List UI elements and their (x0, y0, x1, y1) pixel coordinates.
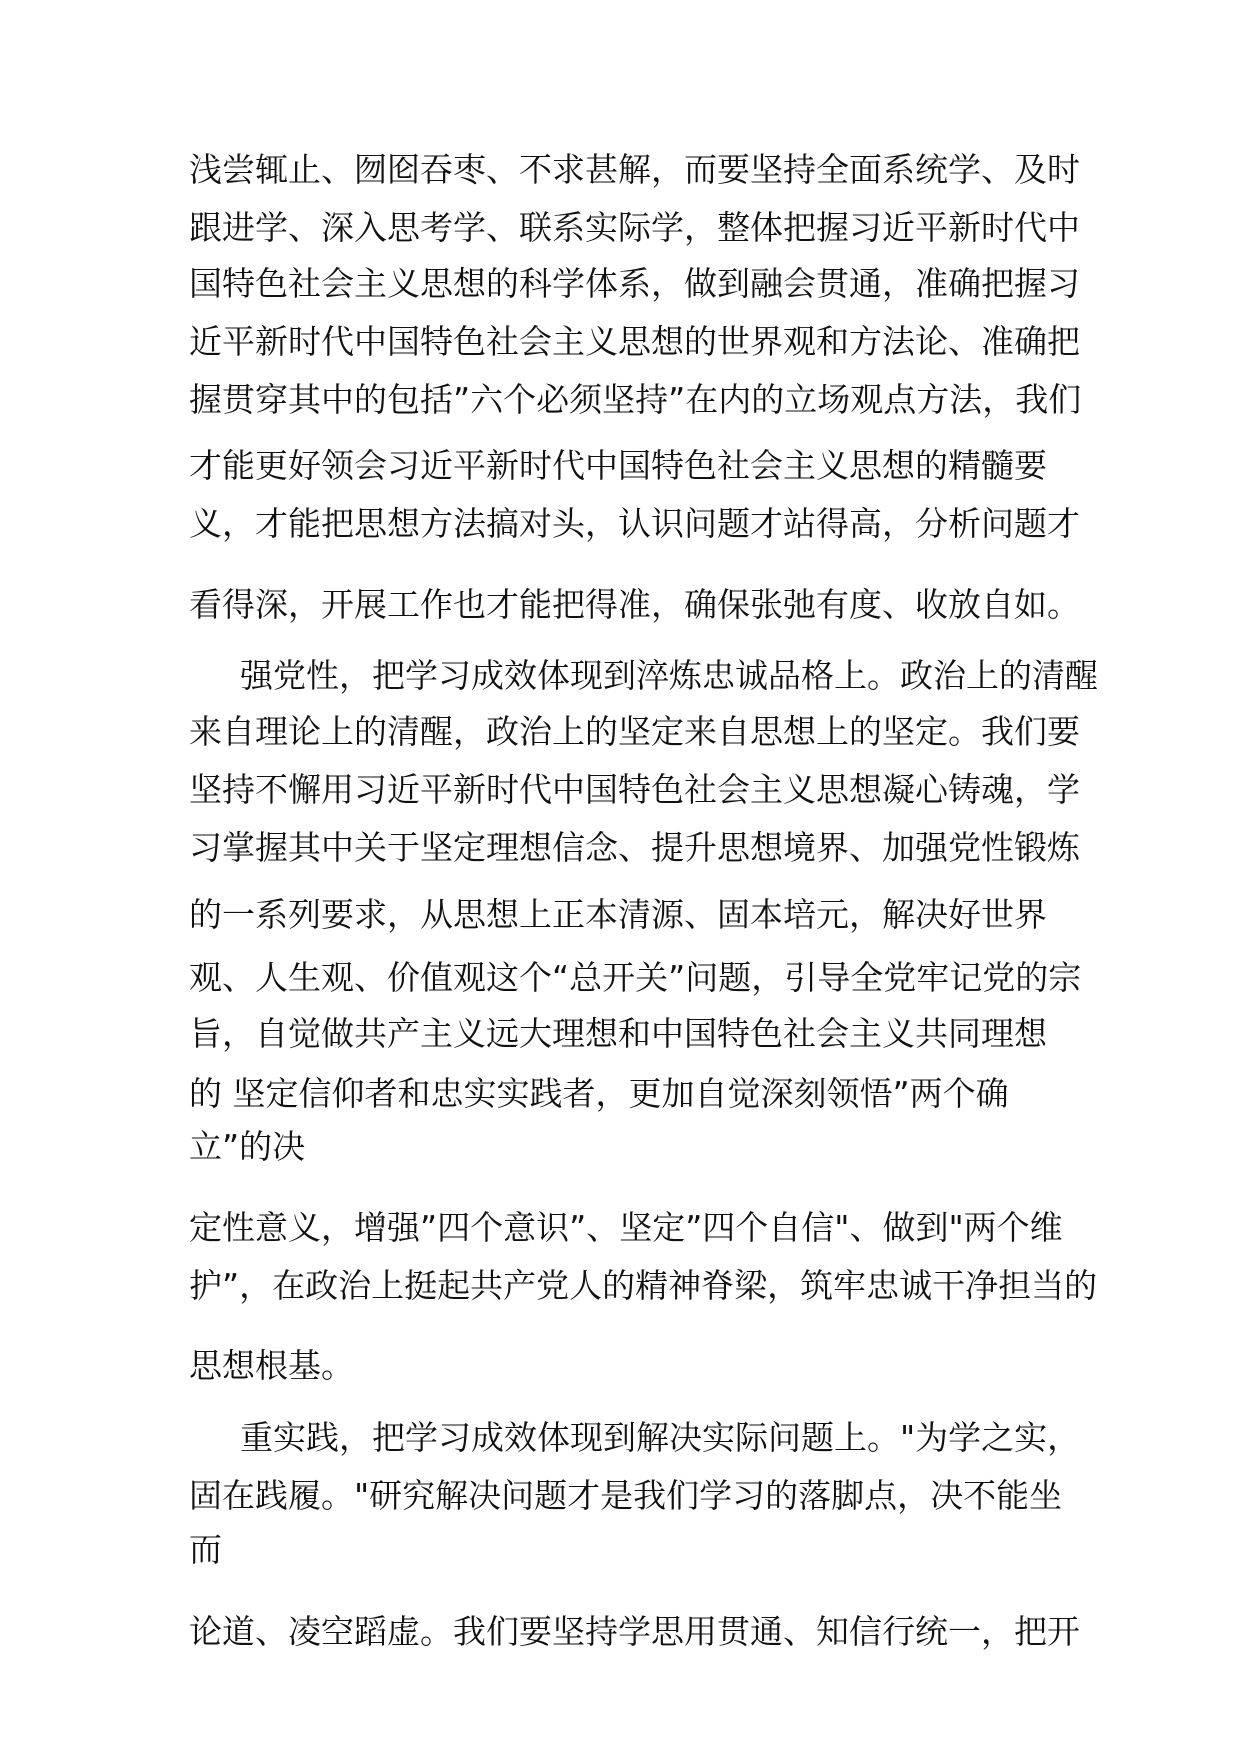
text-line: 的一系列要求，从思想上正本清源、固本培元，解决好世界 (189, 895, 1047, 934)
text-line: 观、人生观、价值观这个“总开关”问题，引导全党牢记党的宗 (189, 958, 1082, 997)
text-line: 义，才能把思想方法搞对头，认识问题才站得高，分析问题才 (189, 504, 1080, 543)
text-line: 习掌握其中关于坚定理想信念、提升思想境界、加强党性锻炼 (189, 828, 1080, 867)
text-line: 立”的决 (189, 1127, 306, 1166)
paragraph-first-line: 重实践，把学习成效体现到解决实际问题上。"为学之实， (240, 1418, 1081, 1457)
text-line: 坚持不懈用习近平新时代中国特色社会主义思想凝心铸魂，学 (189, 770, 1080, 809)
text-line: 才能更好领会习近平新时代中国特色社会主义思想的精髓要 (189, 446, 1047, 485)
text-line: 而 (189, 1530, 222, 1569)
text-line: 的 坚定信仰者和忠实实践者，更加自觉深刻领悟”两个确 (189, 1074, 1009, 1113)
text-line: 固在践履。"研究解决问题才是我们学习的落脚点，决不能坐 (189, 1476, 1063, 1515)
text-line: 旨，自觉做共产主义远大理想和中国特色社会主义共同理想 (189, 1014, 1047, 1053)
text-line: 握贯穿其中的包括”六个必须坚持”在内的立场观点方法，我们 (189, 380, 1082, 419)
text-line: 定性意义，增强”四个意识”、坚定”四个自信"、做到"两个维 (189, 1208, 1063, 1247)
text-line: 来自理论上的清醒，政治上的坚定来自思想上的坚定。我们要 (189, 712, 1080, 751)
text-line: 论道、凌空蹈虚。我们要坚持学思用贯通、知信行统一，把开 (189, 1612, 1080, 1651)
text-line: 护”，在政治上挺起共产党人的精神脊梁，筑牢忠诚干净担当的 (189, 1266, 1098, 1305)
text-line: 看得深，开展工作也才能把得准，确保张弛有度、收放自如。 (189, 585, 1080, 624)
text-line: 近平新时代中国特色社会主义思想的世界观和方法论、准确把 (189, 322, 1080, 361)
text-line: 浅尝辄止、囫囵吞枣、不求甚解，而要坚持全面系统学、及时 (189, 150, 1080, 189)
text-line: 跟进学、深入思考学、联系实际学，整体把握习近平新时代中 (189, 208, 1080, 247)
paragraph-first-line: 强党性，把学习成效体现到淬炼忠诚品格上。政治上的清醒 (240, 656, 1098, 695)
text-line: 国特色社会主义思想的科学体系，做到融会贯通，准确把握习 (189, 264, 1080, 303)
text-line: 思想根基。 (189, 1346, 354, 1385)
